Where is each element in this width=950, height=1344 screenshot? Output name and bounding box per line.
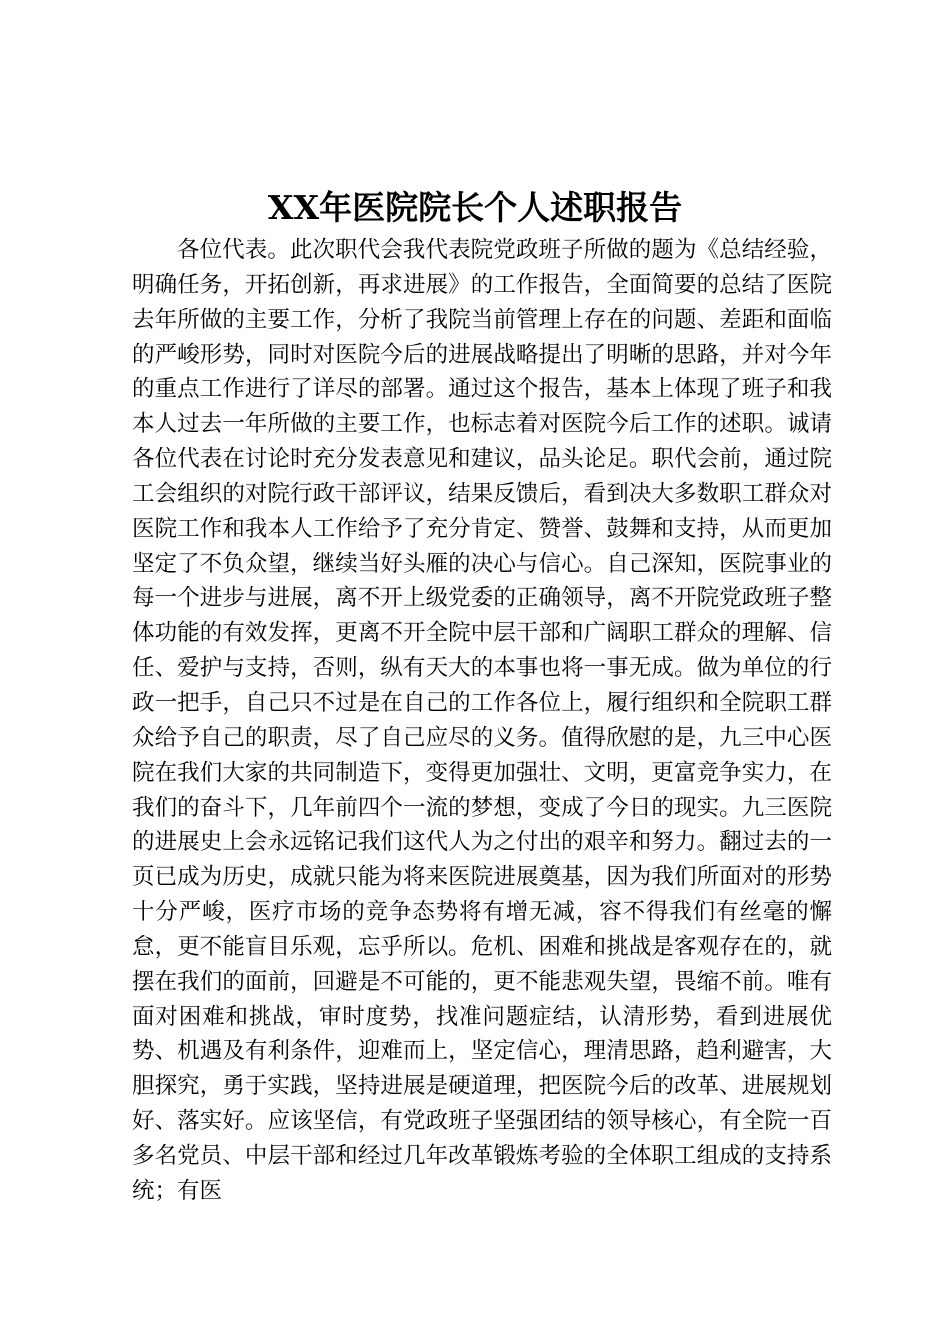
document-title: XX年医院院长个人述职报告 [267,188,683,227]
body-paragraph: 各位代表。此次职代会我代表院党政班子所做的题为《总结经验，明确任务，开拓创新，再求进展》的工作报告，全面简要的总结了医院去年所做的主要工作，分析了我院当前管理上存在的问题、差距和面临的严峻形势，同时对医院今后的进展战略提出了明晰的思路，并对今年的重点工作进行了详尽的部署。通过这个报告，基本上体现了班子和我本人过去一年所做的主要工作，也标志着对医院今后工作的述职。诚请各位代表在讨论时充分发表意见和建议，品头论足。职代会前，通过院工会组织的对院行政干部评议，结果反馈后，看到决大多数职工群众对医院工作和我本人工作给予了充分肯定、赞誉、鼓舞和支持，从而更加坚定了不负众望，继续当好头雁的决心与信心。自己深知，医院事业的每一个进步与进展，离不开上级党委的正确领导，离不开院党政班子整体功能的有效发挥，更离不开全院中层干部和广阔职工群众的理解、信任、爱护与支持，否则，纵有天大的本事也将一事无成。做为单位的行政一把手，自己只不过是在自己的工作各位上，履行组织和全院职工群众给予自己的职责，尽了自己应尽的义务。值得欣慰的是，九三中心医院在我们大家的共同制造下，变得更加强壮、文明，更富竞争实力，在我们的奋斗下，几年前四个一流的梦想，变成了今日的现实。九三医院的进展史上会永远铭记我们这代人为之付出的艰辛和努力。翻过去的一页已成为历史，成就只能为将来医院进展奠基，因为我们所面对的形势十分严峻，医疗市场的竞争态势将有增无减，容不得我们有丝毫的懈怠，更不能盲目乐观，忘乎所以。危机、困难和挑战是客观存在的，就摆在我们的面前，回避是不可能的，更不能悲观失望，畏缩不前。唯有面对困难和挑战，审时度势，找准问题症结，认清形势，看到进展优势、机遇及有利条件，迎难而上，坚定信心，理清思路，趋利避害，大胆探究，勇于实践，坚持进展是硬道理，把医院今后的改革、进展规划好、落实好。应该坚信，有党政班子坚强团结的领导核心，有全院一百多名党员、中层干部和经过几年改革锻炼考验的全体职工组成的支持系统；有医 [132,237,832,1204]
